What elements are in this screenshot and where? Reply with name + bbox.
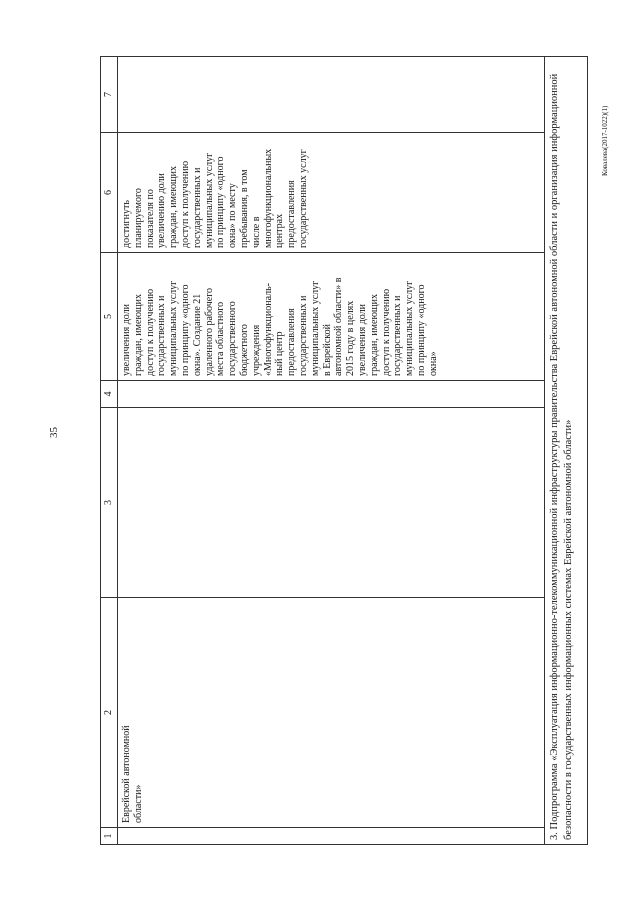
row-cell-3: [118, 408, 545, 598]
row-cell-7: [118, 57, 545, 133]
row-cell-1: [118, 828, 545, 845]
header-cell-1: 1: [101, 828, 118, 845]
header-cell-7: 7: [101, 57, 118, 133]
header-cell-6: 6: [101, 133, 118, 253]
row-cell-6: достигнуть планируемого показателя по увеличению доли граждан, имеющих доступ к получению государственных и муниципальных услуг по принципу «одного окна» по месту пребывания, в том числе в многофункциональных центрах предоставления государственных услуг: [118, 133, 545, 253]
header-cell-3: 3: [101, 408, 118, 598]
rotated-table-container: [100, 57, 588, 845]
table-row: [118, 57, 545, 845]
table-header-row: [101, 57, 118, 845]
document-code: Ковалева(2017-1022)(1): [601, 105, 609, 176]
program-table: [100, 56, 588, 845]
header-cell-4: 4: [101, 381, 118, 408]
header-cell-2: 2: [101, 598, 118, 828]
subprogram-title: 3. Подпрограмма «Эксплуатация информационно-телекоммуникационной инфраструктуры правительства Еврейской автономной области и организация информационной безопасности в государственных информационных системах Еврейской автономной области»: [545, 57, 588, 845]
subprogram-row: [545, 57, 588, 845]
row-cell-2: Еврейской автономной области»: [118, 598, 545, 828]
page-number: 35: [48, 427, 60, 438]
row-cell-5: увеличения доли граждан, имеющих доступ к получению государственных и муниципальных услуг по принципу «одного окна». Создание 21 удаленного рабочего места областного государственного бюджетного учреждения «Многофункциональ- ный центр предоставления государственных и муниципальных услуг в Еврейской автономной области» в 2015 году в целях увеличения доли граждан, имеющих доступ к получению государственных и муниципальных услуг по принципу «одного окна»: [118, 253, 545, 381]
row-cell-4: [118, 381, 545, 408]
header-cell-5: 5: [101, 253, 118, 381]
